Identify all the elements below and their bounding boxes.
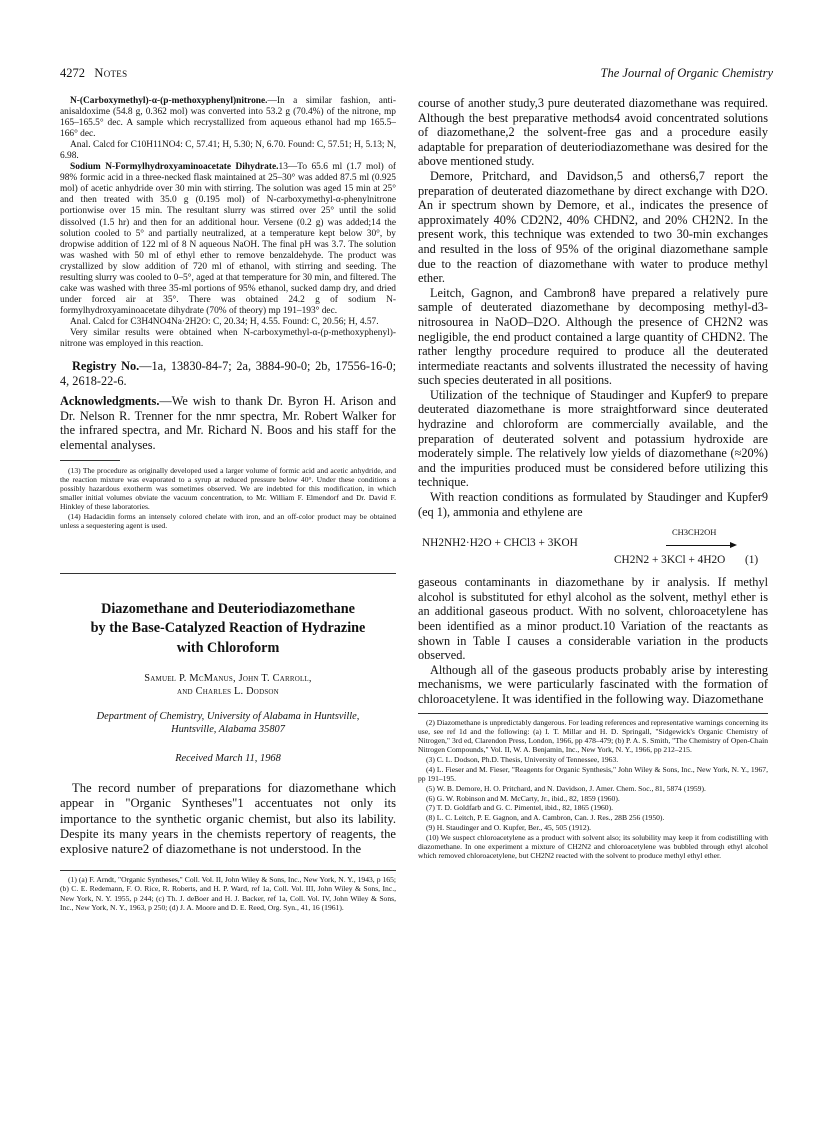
formyl-note: Very similar results were obtained when N-carboxymethyl-α-(p-methoxyphenyl)-nitrone was employed in this reaction. [60, 327, 396, 350]
paragraph-1: course of another study,3 pure deuterated diazomethane was required. Although the best preparative methods4 avoid concentrated solutions of diazomethane,2 the solvent-free gas and a procedure easily adaptable for preparation of deuteriodiazomethane was desired for the above mentioned study. [418, 96, 768, 169]
right-column [418, 96, 768, 861]
paragraph-5: With reaction conditions as formulated by Staudinger and Kupfer9 (eq 1), ammonia and ethylene are [418, 490, 768, 519]
footnote-14: (14) Hadacidin forms an intensely colored chelate with iron, and an off-color product may be obtained unless a sequestering agent is used. [60, 512, 396, 531]
paragraph-2: Demore, Pritchard, and Davidson,5 and others6,7 report the preparation of deuterated diazomethane by direct exchange with D2O. An ir spectrum shown by Demore, et al., indicates the presence of approximately 40% CD2N2, 40% CHDN2, and 20% CH2N2. In the present work, this technique was extended to two 30-min exchanges and resulted in the loss of 95% of the original diazomethane sample due to the reaction of diazomethane with water to produce methyl ether. [418, 168, 768, 286]
ack-text: —We wish to thank Dr. Byron H. Arison and Dr. Nelson R. Trenner for the nmr spectra, Mr. Robert Walker for the infrared spectra, and Mr. Richard N. Boos and his staff for the elemental analyses. [60, 394, 396, 453]
authors [60, 672, 396, 698]
equation-reactants: NH2NH2·H2O + CHCl3 + 3KOH [422, 537, 578, 550]
footnote-9: (9) H. Staudinger and O. Kupfer, Ber., 45, 505 (1912). [426, 822, 592, 832]
authors-line-2: and Charles L. Dodson [177, 686, 279, 698]
ack-label: Acknowledgments. [60, 394, 160, 409]
page-header [60, 66, 773, 82]
paragraph-3: Leitch, Gagnon, and Cambron8 have prepared a relatively pure sample of deuterated diazomethane by decomposing methyl-d3-nitrosourea in NaOD–D2O. Although the presence of CH2N2 was negligible, the end product contained a large quantity of CHDN2. The rather lengthy procedure required to produce all the deuterated intermediate reactants and solvents illustrated the necessity of having such species deuterated in all positions. [418, 285, 768, 388]
body-text-right-2 [418, 575, 768, 706]
affiliation-line-2: Huntsville, Alabama 35807 [171, 724, 285, 736]
page-header-left [60, 66, 127, 81]
affiliation [60, 710, 396, 736]
paragraph-4: Utilization of the technique of Staudinger and Kupfer9 to prepare deuterated diazomethane is more straightforward since deuterated hydrazine and chloroform are commercially available, and the preparation of deuterated solvent and potassium hydroxide are moderately simple. The relatively low yields of diazomethane (≈20%) and the impurities produced must be considered before utilizing this technique. [418, 387, 768, 490]
footnote-divider-right [418, 713, 768, 714]
article-divider [60, 573, 396, 574]
body-text-right [418, 96, 768, 519]
received-date: Received March 11, 1968 [175, 753, 281, 765]
footnote-divider-bottom [60, 870, 396, 871]
paragraph-6: gaseous contaminants in diazomethane by ir analysis. If methyl alcohol is substituted for ethyl alcohol as the solvent, methyl ether is an additional gaseous product. With no solvent, chloroacetylene has been identified as a minor product.10 Variation of the reactants as shown in Table I causes a considerable variation in the products observed. [418, 575, 768, 663]
footnote-divider [60, 460, 120, 461]
footnotes-bottom-left [60, 875, 396, 912]
equation-products: CH2N2 + 3KCl + 4H2O [614, 554, 726, 567]
title-line-2: by the Base-Catalyzed Reaction of Hydrazine [90, 620, 366, 637]
footnote-10: (10) We suspect chloroacetylene as a product with solvent also; its solubility may keep it from codistilling with diazomethane. In one experiment a mixture of CH2N2 and chloroacetylene was bubbled through ethyl alcohol which removed chloroacetylene, but CH2N2 reacted with the solvent to produce methyl ethyl ether. [418, 832, 768, 861]
experimental-section [60, 96, 396, 350]
journal-name: The Journal of Organic Chemistry [600, 66, 773, 80]
footnote-1: (1) (a) F. Arndt, "Organic Syntheses," Coll. Vol. II, John Wiley & Sons, Inc., New York, N. Y., 1943, p 165; (b) C. E. Redemann, F. O. Rice, R. Roberts, and H. P. Ward, ref 1a, Coll. Vol. III, John Wiley & Sons, Inc., New York, N. Y. 1955, p 244; (c) Th. J. deBoer and H. J. Backer, ref 1a, Coll. Vol. IV, John Wiley & Sons, Inc., New York, N. Y., 1963, p 250; (d) J. A. Moore and D. E. Reed, Org. Syn., 41, 16 (1961). [60, 875, 396, 912]
footnote-7: (7) T. D. Goldfarb and G. C. Pimentel, ibid., 82, 1865 (1960). [426, 803, 614, 813]
reaction-arrowhead [730, 542, 737, 548]
registry-text: —1a, 13830-84-7; 2a, 3884-90-0; 2b, 17556-16-0; 4, 2618-22-6. [60, 359, 396, 388]
footnote-6: (6) G. W. Robinson and M. McCarty, Jr., ibid., 82, 1859 (1960). [426, 793, 620, 803]
footnote-4: (4) L. Fieser and M. Fieser, "Reagents for Organic Synthesis," John Wiley & Sons, Inc., New York, N. Y., 1967, pp 191–195. [418, 764, 768, 783]
left-column [60, 96, 396, 913]
footnotes-right [418, 718, 768, 861]
nitrone-heading: N-(Carboxymethyl)-α-(p-methoxyphenyl)nitrone. [70, 96, 268, 106]
acknowledgments-block [60, 394, 396, 452]
footnote-3: (3) C. L. Dodson, Ph.D. Thesis, University of Tennessee, 1963. [426, 754, 619, 764]
paragraph-7: Although all of the gaseous products probably arise by interesting mechanisms, we were particularly fascinated with the formation of chloroacetylene. It was identified in the following way. Diazomethane [418, 662, 768, 706]
affiliation-line-1: Department of Chemistry, University of Alabama in Huntsville, [96, 711, 360, 723]
formyl-text: 13—To 65.6 ml (1.7 mol) of 98% formic acid in a three-necked flask maintained at 25–30° was added 87.5 ml (0.925 mol) of acetic anhydride over 30 min with stirring. The solution was aged 15 min at 25° and then treated with 35.0 g (0.195 mol) of N-carboxymethyl-α-phenylnitrone portionwise over 15 min. The resultant slurry was stirred over 25° until the solid dissolved (1.5 hr) and then for an additional hour. Versene (0.2 g) was added;14 the solution cooled to 5° and partially neutralized, at a temperature kept below 30°, by dropwise addition of 122 ml of 8 N aqueous NaOH. The final pH was 3.7. The solution was washed with 50 ml of ethyl ether to remove benzaldehyde. The product was crystallized by slow addition of 720 ml of ethanol, with stirring and seeding. The resulting slurry was cooled to 0–5°, aged at that temperature for 30 min, and filtered. The cake was washed with three 35-ml portions of 95% ethanol, sucked damp dry, and dried under forced air at 35°. There was obtained 24.2 g of sodium N-formylhydroxyaminoacetate dihydrate (70% of theory) mp 191–193° dec. [60, 162, 397, 316]
title-line-1: Diazomethane and Deuteriodiazomethane [101, 600, 355, 617]
equation-number: (1) [745, 554, 759, 567]
article-title [60, 600, 396, 659]
footnote-5: (5) W. B. Demore, H. O. Pritchard, and N. Davidson, J. Amer. Chem. Soc., 81, 5874 (1959). [426, 783, 706, 793]
formyl-analysis: Anal. Calcd for C3H4NO4Na·2H2O: C, 20.34; H, 4.55. Found: C, 20.56; H, 4.57. [70, 316, 379, 327]
intro-paragraph [60, 781, 396, 857]
footnotes-top-left [60, 466, 396, 531]
title-line-3: with Chloroform [176, 639, 280, 656]
equation-condition: CH3CH2OH [672, 527, 717, 538]
intro-text: The record number of preparations for diazomethane which appear in "Organic Syntheses"1 accentuates not only its importance to the synthetic organic chemist, but also its lability. Despite its many years in the chemists repertory of reagents, the explosive nature2 of diazomethane is not understood. In the [60, 781, 396, 856]
registry-label: Registry No. [72, 359, 140, 374]
footnote-13: (13) The procedure as originally developed used a larger volume of formic acid and acetic anhydride, and the reaction mixture was evaporated to a syrup at reduced pressure below 40°. Under these conditions a possibly hazardous exotherm was sometimes observed. We are indebted for this modification, in which smaller initial volumes obviate the vacuum concentration, to Mr. William F. Elmendorf and Dr. David F. Hinkley of these laboratories. [60, 465, 396, 512]
registry-block [60, 359, 396, 388]
nitrone-analysis: Anal. Calcd for C10H11NO4: C, 57.41; H, 5.30; N, 6.70. Found: C, 57.51; H, 5.13; N, 6.98. [60, 140, 396, 162]
page-number: 4272 [60, 66, 85, 80]
equation-1 [418, 529, 768, 573]
section-label: Notes [94, 66, 128, 80]
footnote-8: (8) L. C. Leitch, P. E. Gagnon, and A. Cambron, Can. J. Res., 28B 256 (1950). [426, 813, 665, 823]
authors-line-1: Samuel P. McManus, John T. Carroll, [144, 673, 312, 685]
formyl-heading: Sodium N-Formylhydroxyaminoacetate Dihydrate. [70, 162, 279, 173]
reaction-arrow [666, 545, 732, 546]
footnote-2: (2) Diazomethane is unpredictably dangerous. For leading references and representative warnings concerning its use, see ref 1d and the following: (a) I. T. Millar and H. D. Springall, "Sidgewick's Organic Chemistry of Nitrogen," 3rd ed, Clarendon Press, London, 1966, pp 478–479; (b) P. A. S. Smith, "The Chemistry of Open-Chain Nitrogen Compounds," Vol. II, W. A. Benjamin, Inc., New York, N. Y., 1966, pp 212–215. [418, 717, 768, 755]
nitrone-text: —In a similar fashion, anti-anisaldoxime (54.8 g, 0.362 mol) was converted into 53.2 g (70.4%) of the nitrone, mp 165–165.5° dec. A sample which recrystallized from aqueous ethanol had mp 165.5–166° dec. [60, 96, 396, 140]
